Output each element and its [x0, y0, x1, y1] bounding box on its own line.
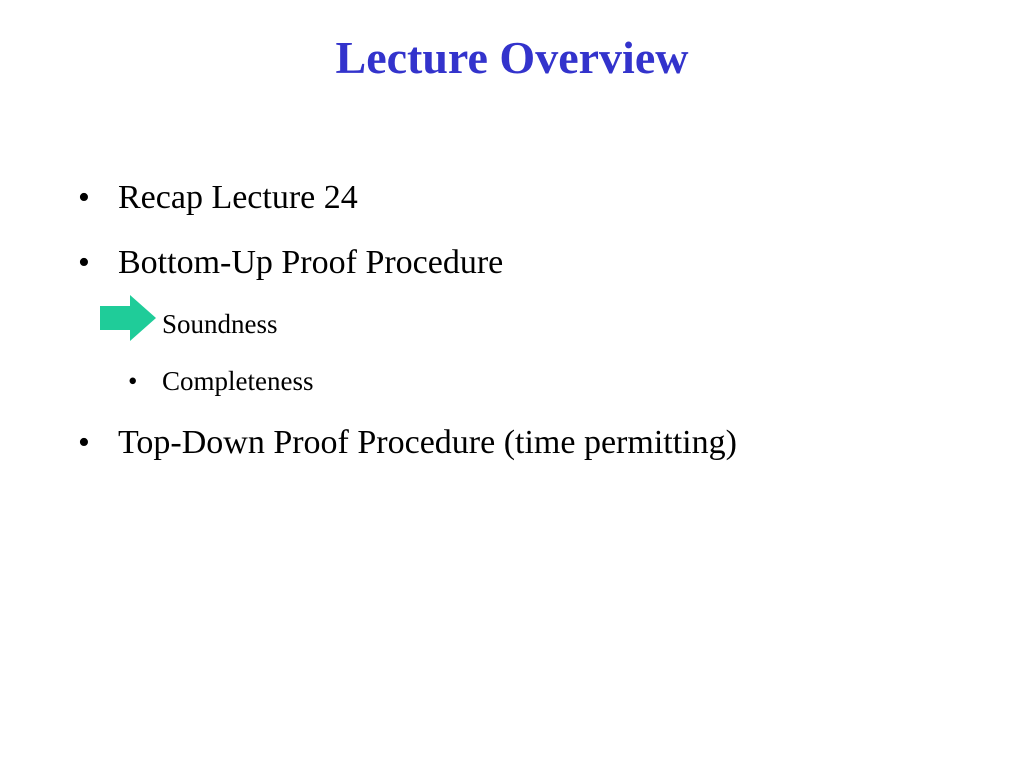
list-item-text: Completeness — [162, 366, 314, 396]
list-item-text: Recap Lecture 24 — [118, 179, 358, 216]
list-item-text: Top-Down Proof Procedure (time permitting) — [118, 424, 737, 461]
right-arrow-icon — [100, 295, 156, 341]
list-item-text: Soundness — [162, 309, 278, 339]
bullet-marker: • — [128, 366, 138, 396]
slide-title: Lecture Overview — [335, 32, 689, 83]
bullet-marker: • — [78, 179, 90, 216]
bullet-marker: • — [78, 244, 90, 281]
list-item-text: Bottom-Up Proof Procedure — [118, 244, 504, 281]
bullet-marker: • — [78, 424, 90, 461]
